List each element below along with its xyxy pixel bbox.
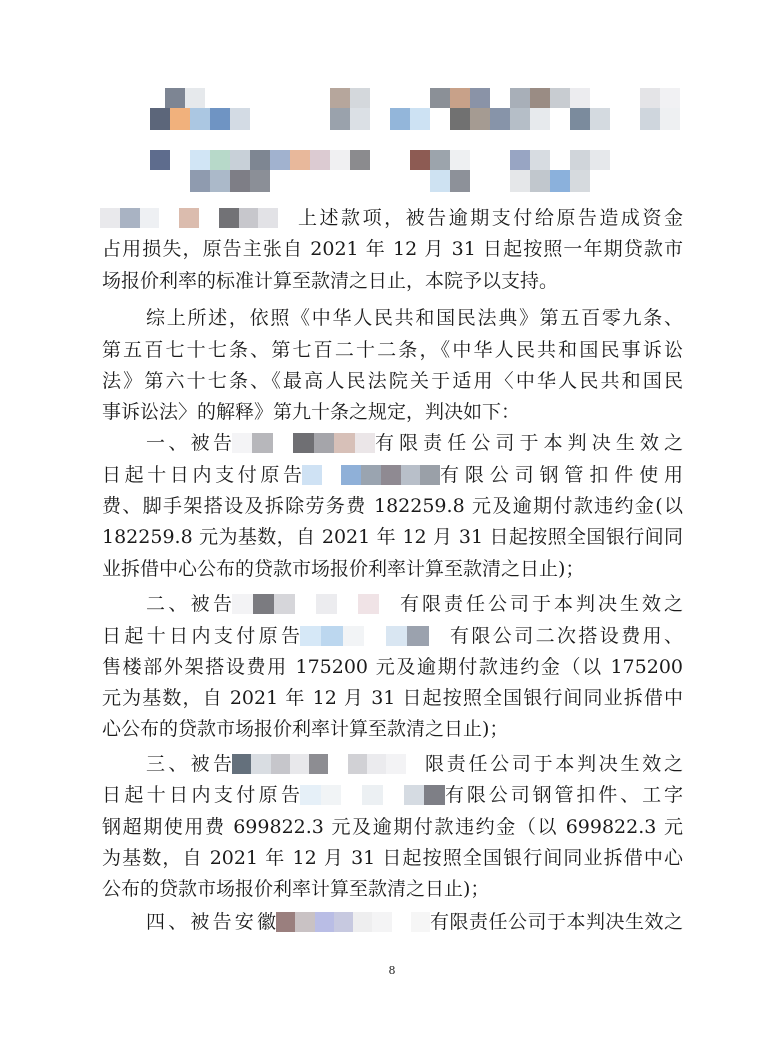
line-text: 售楼部外架搭设费用 175200 元及逾期付款违约金（以 175200: [102, 656, 683, 678]
redaction-cell: [350, 108, 370, 130]
text-line: [102, 783, 683, 807]
redaction-cell: [316, 594, 337, 614]
redaction-mosaic: [302, 465, 440, 485]
redaction-cell: [290, 754, 309, 774]
text-line: [102, 400, 683, 424]
redaction-cell: [328, 754, 347, 774]
redaction-mosaic: [165, 88, 205, 108]
redaction-cell: [372, 912, 391, 932]
redaction-cell: [429, 626, 450, 646]
redaction-cell: [210, 108, 230, 130]
redaction-cell: [302, 465, 322, 485]
redaction-cell: [430, 150, 450, 170]
redaction-cell: [355, 433, 375, 453]
redaction-cell: [490, 108, 510, 130]
redaction-cell: [276, 912, 295, 932]
redaction-cell: [350, 88, 370, 108]
redaction-cell: [450, 88, 470, 108]
redaction-cell: [271, 754, 290, 774]
redaction-cell: [250, 150, 270, 170]
redaction-cell: [640, 88, 660, 108]
text-line: [102, 338, 683, 362]
redaction-mosaic: [150, 108, 250, 130]
line-prefix: 一、被告: [146, 432, 232, 454]
text-line: [102, 877, 683, 901]
redaction-mosaic: [430, 170, 470, 192]
redaction-cell: [295, 594, 316, 614]
redaction-cell: [321, 785, 342, 805]
line-suffix: 有限责任公司于本判决生效之: [400, 593, 683, 615]
redaction-cell: [590, 150, 610, 170]
redaction-cell: [450, 108, 470, 130]
redaction-cell: [253, 594, 274, 614]
redaction-cell: [510, 108, 530, 130]
redaction-cell: [239, 208, 259, 228]
redaction-cell: [362, 785, 383, 805]
redaction-cell: [120, 208, 140, 228]
text-line: [102, 846, 683, 870]
redaction-mosaic: [510, 170, 590, 192]
redaction-mosaic: [450, 108, 550, 130]
redaction-cell: [230, 150, 250, 170]
line-text: 占用损失，原告主张自 2021 年 12 月 31 日起按照一年期贷款市: [102, 238, 683, 260]
redaction-cell: [252, 433, 272, 453]
redaction-cell: [190, 150, 210, 170]
redaction-cell: [392, 912, 411, 932]
redaction-cell: [358, 594, 379, 614]
line-suffix: 有限责任公司于本判决生效之: [430, 911, 683, 933]
text-line: [102, 237, 683, 261]
redaction-cell: [341, 465, 361, 485]
redaction-mosaic: [150, 150, 170, 170]
line-text: 为基数，自 2021 年 12 月 31 日起按照全国银行间同业拆借中心: [102, 847, 683, 869]
redaction-cell: [450, 170, 470, 192]
redaction-cell: [199, 208, 219, 228]
redaction-cell: [232, 433, 252, 453]
line-text: 法》第六十七条、《最高人民法院关于适用〈中华人民共和国民: [102, 370, 683, 392]
line-text: 182259.8 元为基数，自 2021 年 12 月 31 日起按照全国银行间同: [102, 526, 683, 548]
redaction-cell: [430, 170, 450, 192]
redaction-cell: [430, 88, 450, 108]
line-text: 公布的贷款市场报价利率计算至款清之日止)；: [102, 878, 490, 900]
redaction-cell: [530, 170, 550, 192]
text-line: [102, 557, 683, 581]
page-number: 8: [388, 964, 396, 977]
redaction-cell: [210, 170, 230, 192]
redaction-mosaic: [300, 626, 450, 646]
redaction-cell: [530, 88, 550, 108]
redaction-mosaic: [300, 785, 445, 805]
redaction-mosaic: [510, 150, 610, 170]
redaction-cell: [411, 912, 430, 932]
line-prefix: 四、被告安徽: [146, 911, 276, 933]
redaction-cell: [530, 108, 550, 130]
text-line: [146, 306, 683, 330]
redaction-mosaic: [232, 754, 425, 774]
redaction-cell: [550, 88, 570, 108]
redaction-cell: [470, 88, 490, 108]
redaction-mosaic: [100, 208, 298, 228]
redaction-cell: [293, 433, 313, 453]
redaction-cell: [386, 626, 407, 646]
line-text: 心公布的贷款市场报价利率计算至款清之日止)；: [102, 718, 509, 740]
redaction-cell: [660, 108, 680, 130]
redaction-cell: [310, 150, 330, 170]
line-text: 元为基数，自 2021 年 12 月 31 日起按照全国银行间同业拆借中: [102, 687, 683, 709]
redaction-mosaic: [190, 170, 270, 192]
redaction-cell: [170, 108, 190, 130]
redaction-cell: [258, 208, 278, 228]
redaction-cell: [140, 208, 160, 228]
redaction-cell: [424, 785, 445, 805]
redaction-cell: [150, 108, 170, 130]
redaction-cell: [361, 465, 381, 485]
line-text: 钢超期使用费 699822.3 元及逾期付款违约金（以 699822.3 元: [102, 816, 683, 838]
line-suffix: 上述款项，被告逾期支付给原告造成资金: [298, 207, 683, 229]
redaction-mosaic: [390, 108, 430, 130]
redaction-mosaic: [510, 88, 590, 108]
text-line: [102, 655, 683, 679]
redaction-cell: [270, 150, 290, 170]
redaction-cell: [570, 88, 590, 108]
redaction-cell: [390, 108, 410, 130]
line-text: 费、脚手架搭设及拆除劳务费 182259.8 元及逾期付款违约金(以: [102, 495, 683, 517]
redaction-cell: [100, 208, 120, 228]
redaction-cell: [364, 626, 385, 646]
redaction-cell: [570, 170, 590, 192]
redaction-cell: [300, 785, 321, 805]
line-text: 综上所述，依照《中华人民共和国民法典》第五百零九条、: [146, 307, 683, 329]
redaction-cell: [330, 88, 350, 108]
redaction-cell: [383, 785, 404, 805]
redaction-cell: [230, 108, 250, 130]
redaction-mosaic: [410, 150, 470, 170]
redaction-cell: [295, 912, 314, 932]
line-prefix: 二、被告: [146, 593, 232, 615]
line-prefix: 日起十日内支付原告: [102, 625, 300, 647]
redaction-cell: [386, 754, 405, 774]
redaction-cell: [590, 108, 610, 130]
redaction-cell: [300, 626, 321, 646]
redaction-mosaic: [570, 108, 610, 130]
text-line: [102, 463, 683, 487]
line-text: 业拆借中心公布的贷款市场报价利率计算至款清之日止)；: [102, 558, 585, 580]
redaction-mosaic: [276, 912, 430, 932]
text-line: [146, 431, 683, 455]
redaction-cell: [210, 150, 230, 170]
text-line: [102, 717, 683, 741]
redaction-cell: [407, 626, 428, 646]
redaction-cell: [232, 754, 251, 774]
redaction-cell: [570, 108, 590, 130]
redaction-cell: [510, 88, 530, 108]
redaction-cell: [314, 433, 334, 453]
redaction-cell: [410, 150, 430, 170]
redaction-cell: [420, 465, 440, 485]
redaction-mosaic: [330, 108, 370, 130]
redaction-cell: [278, 208, 298, 228]
text-line: [146, 752, 683, 776]
redaction-cell: [330, 150, 350, 170]
text-line: [146, 910, 683, 934]
redaction-cell: [450, 150, 470, 170]
redaction-cell: [330, 108, 350, 130]
redaction-cell: [530, 150, 550, 170]
text-line: [146, 592, 683, 616]
redaction-cell: [150, 150, 170, 170]
redaction-cell: [190, 170, 210, 192]
redaction-cell: [470, 108, 490, 130]
line-suffix: 有限公司二次搭设费用、: [450, 625, 683, 647]
redaction-cell: [381, 465, 401, 485]
redaction-mosaic: [640, 108, 680, 130]
text-line: [102, 525, 683, 549]
redaction-cell: [337, 594, 358, 614]
redaction-mosaic: [232, 594, 400, 614]
redaction-mosaic: [190, 150, 370, 170]
redaction-cell: [367, 754, 386, 774]
redaction-cell: [350, 150, 370, 170]
redaction-cell: [510, 170, 530, 192]
line-text: 事诉讼法〉的解释》第九十条之规定，判决如下：: [102, 401, 521, 423]
redaction-cell: [290, 150, 310, 170]
redaction-cell: [165, 88, 185, 108]
line-prefix: 日起十日内支付原告: [102, 464, 302, 486]
redaction-cell: [640, 108, 660, 130]
redaction-cell: [309, 754, 328, 774]
redaction-cell: [230, 170, 250, 192]
redaction-cell: [570, 150, 590, 170]
redaction-mosaic: [330, 88, 370, 108]
text-line: [100, 206, 683, 230]
text-line: [102, 686, 683, 710]
redaction-cell: [179, 208, 199, 228]
redaction-cell: [353, 912, 372, 932]
redaction-cell: [379, 594, 400, 614]
line-prefix: 日起十日内支付原告: [102, 784, 300, 806]
line-suffix: 有限责任公司于本判决生效之: [375, 432, 683, 454]
redaction-mosaic: [430, 88, 490, 108]
redaction-cell: [232, 594, 253, 614]
redaction-cell: [348, 754, 367, 774]
redaction-cell: [159, 208, 179, 228]
line-prefix: 三、被告: [146, 753, 232, 775]
redaction-cell: [404, 785, 425, 805]
redaction-cell: [410, 108, 430, 130]
line-text: 第五百七十七条、第七百二十二条，《中华人民共和国民事诉讼: [102, 339, 683, 361]
redaction-cell: [190, 108, 210, 130]
line-text: 场报价利率的标准计算至款清之日止，本院予以支持。: [102, 270, 559, 292]
redaction-cell: [401, 465, 421, 485]
text-line: [102, 369, 683, 393]
redaction-cell: [660, 88, 680, 108]
redaction-cell: [334, 433, 354, 453]
redaction-cell: [274, 594, 295, 614]
text-line: [102, 815, 683, 839]
redaction-cell: [315, 912, 334, 932]
redaction-cell: [406, 754, 425, 774]
redaction-cell: [510, 150, 530, 170]
redaction-cell: [550, 150, 570, 170]
redaction-cell: [343, 626, 364, 646]
redaction-cell: [334, 912, 353, 932]
redaction-cell: [273, 433, 293, 453]
redaction-cell: [341, 785, 362, 805]
text-line: [102, 624, 683, 648]
redaction-cell: [219, 208, 239, 228]
line-suffix: 限责任公司于本判决生效之: [425, 753, 683, 775]
line-suffix: 有限公司钢管扣件、工字: [445, 784, 683, 806]
redaction-mosaic: [640, 88, 680, 108]
redaction-cell: [322, 465, 342, 485]
text-line: [102, 494, 683, 518]
redaction-cell: [250, 170, 270, 192]
redaction-cell: [251, 754, 270, 774]
redaction-cell: [185, 88, 205, 108]
redaction-cell: [550, 170, 570, 192]
text-line: [102, 269, 683, 293]
redaction-mosaic: [232, 433, 375, 453]
redaction-cell: [321, 626, 342, 646]
line-suffix: 有限公司钢管扣件使用: [440, 464, 683, 486]
